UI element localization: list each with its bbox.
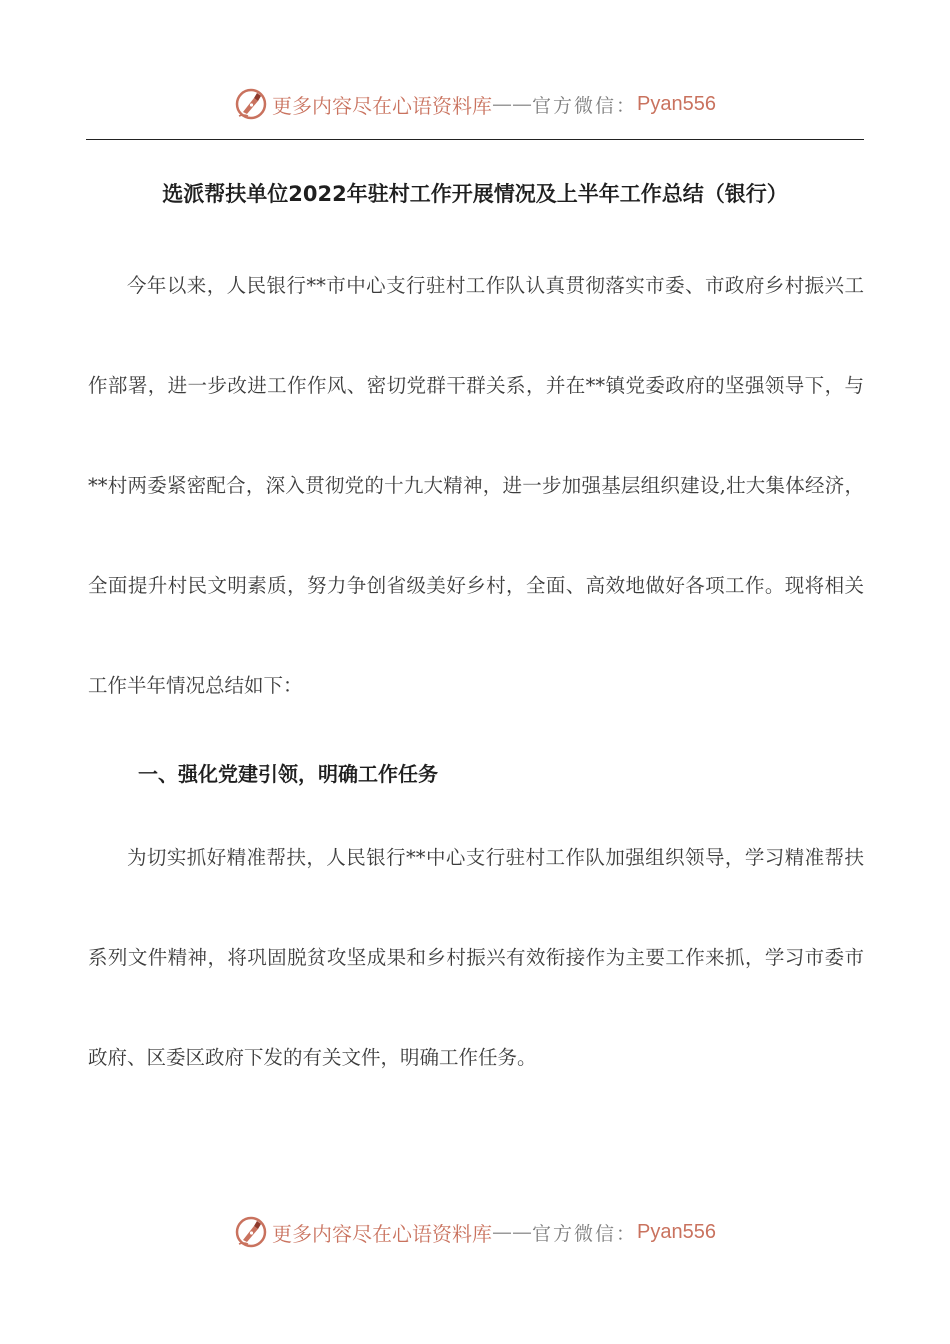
banner-contact-label: 官方微信：	[532, 1222, 638, 1245]
document-title: 选派帮扶单位2022年驻村工作开展情况及上半年工作总结（银行）	[162, 182, 788, 206]
header-banner	[0, 84, 950, 124]
header-divider	[86, 139, 864, 140]
section-1-heading: 一、强化党建引领，明确工作任务	[138, 762, 438, 786]
banner-slogan: 更多内容尽在心语资料库	[272, 93, 492, 118]
banner-dash: ——	[492, 1220, 532, 1244]
banner-dash: ——	[492, 92, 532, 116]
section-1-paragraph: 为切实抓好精准帮扶，人民银行**中心支行驻村工作队加强组织领导，学习精准帮扶系列文件精神，将巩固脱贫攻坚成果和乡村振兴有效衔接作为主要工作来抓，学习市委市政府、区委区政府下发的有关文件，明确工作任务。	[88, 846, 864, 1069]
intro-paragraph: 今年以来，人民银行**市中心支行驻村工作队认真贯彻落实市委、市政府乡村振兴工作部署，进一步改进工作作风、密切党群干群关系，并在**镇党委政府的坚强领导下，与**村两委紧密配合，深入贯彻党的十九大精神，进一步加强基层组织建设,壮大集体经济，全面提升村民文明素质，努力争创省级美好乡村，全面、高效地做好各项工作。现将相关工作半年情况总结如下：	[88, 274, 864, 697]
pen-nib-logo-icon	[234, 87, 268, 121]
pen-nib-logo-icon	[234, 1215, 268, 1249]
banner-contact-label: 官方微信：	[532, 94, 638, 117]
banner-contact-id: Pyan556	[637, 1220, 716, 1243]
footer-banner	[0, 1212, 950, 1252]
banner-contact-id: Pyan556	[637, 92, 716, 115]
banner-slogan: 更多内容尽在心语资料库	[272, 1221, 492, 1246]
